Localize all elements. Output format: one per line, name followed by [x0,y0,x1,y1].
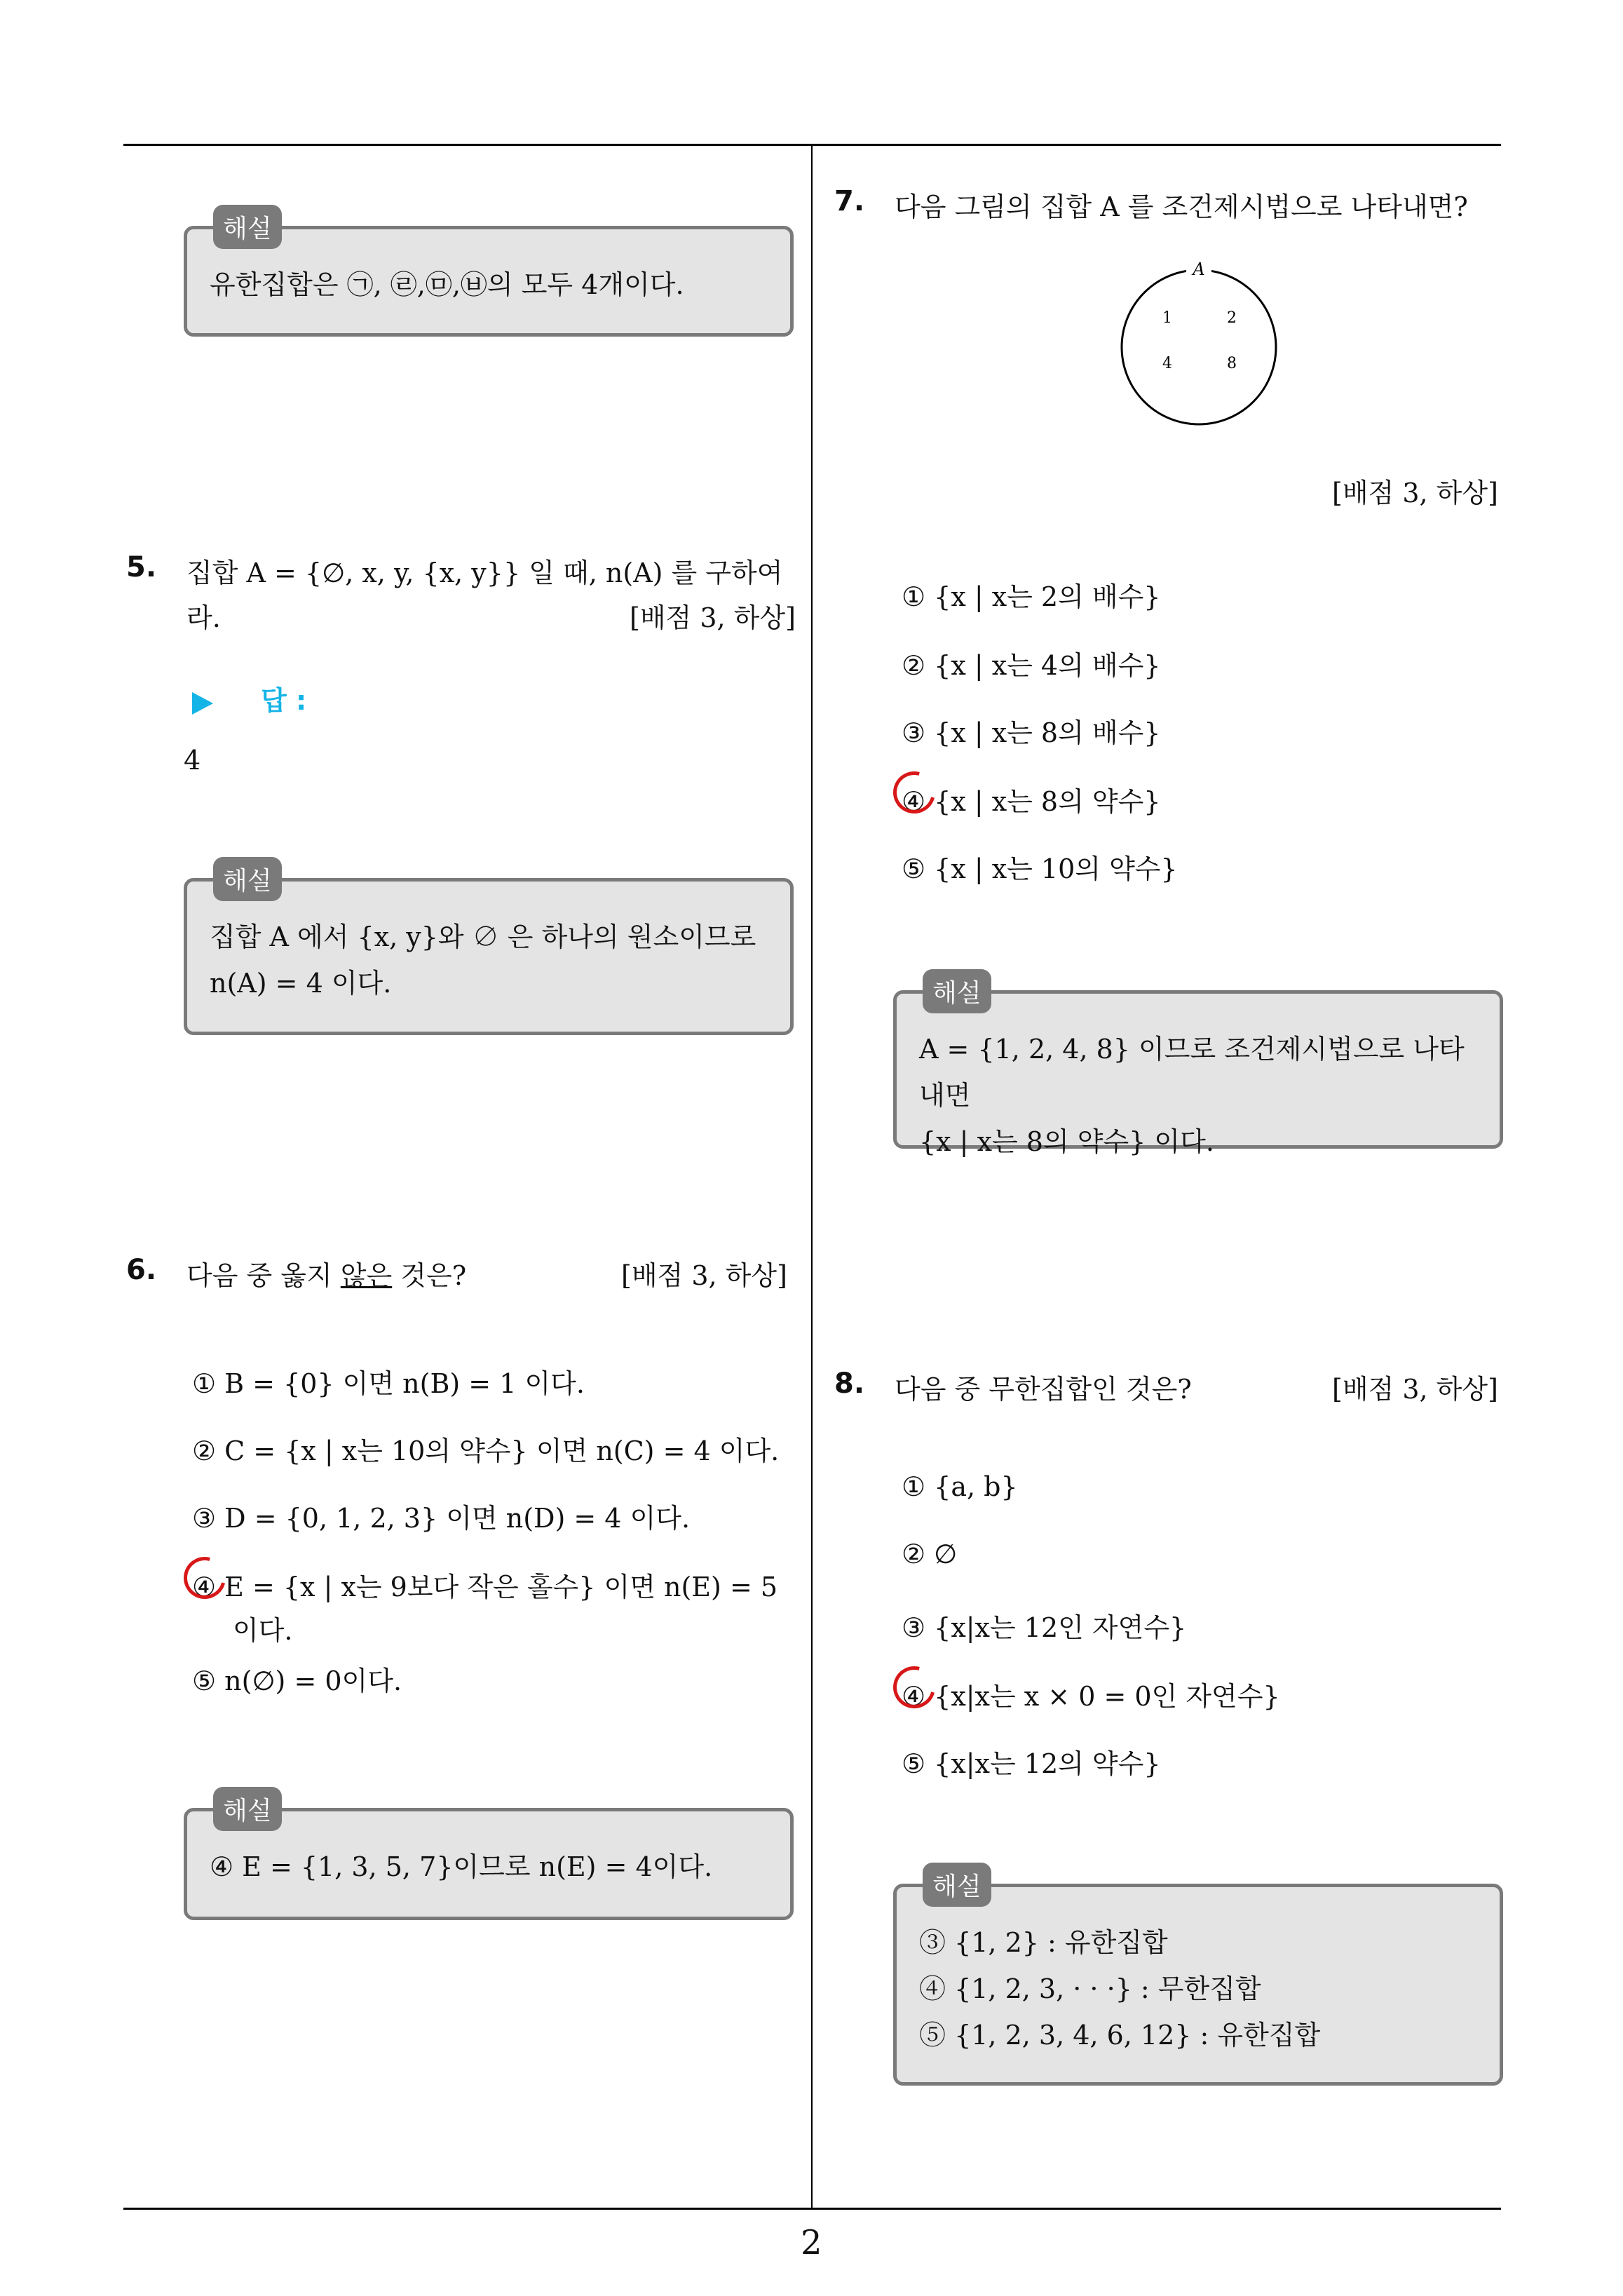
q5-explanation-line2: n(A) = 4 이다. [210,968,392,999]
q8-explanation-line1: ③ {1, 2} : 유한집합 [919,1927,1168,1958]
column-divider [811,144,813,2209]
q4-explanation-text: 유한집합은 ㉠, ㉣,㉤,㉥의 모두 4개이다. [210,269,684,300]
q5-number: 5. [126,551,157,583]
q7-number: 7. [834,185,865,217]
q7-explanation-line1: A = {1, 2, 4, 8} 이므로 조건제시법으로 나타내면 [919,1034,1465,1111]
q8-choice-2[interactable]: ② ∅ [902,1539,958,1569]
q5-explanation-label: 해설 [213,857,282,901]
set-element-1: 1 [1162,309,1172,327]
bottom-rule [123,2208,1501,2210]
play-arrow-icon [192,692,213,715]
q8-choice-3[interactable]: ③ {x|x는 12인 자연수} [902,1612,1187,1643]
q6-number: 6. [126,1254,157,1286]
q8-choice-4[interactable]: ④ {x|x는 x × 0 = 0인 자연수} [902,1681,1280,1712]
q8-choice-1[interactable]: ① {a, b} [902,1471,1018,1502]
q7-choice-3[interactable]: ③ {x | x는 8의 배수} [902,717,1161,748]
q6-text [186,1254,466,1292]
set-label: A [1193,259,1205,279]
q6-choice-4-cont: 이다. [233,1615,293,1646]
q6-choice-3[interactable]: ③ D = {0, 1, 2, 3} 이면 n(D) = 4 이다. [192,1503,691,1534]
q5-answer: 4 [184,745,201,776]
q8-number: 8. [834,1368,865,1400]
q7-choice-2[interactable]: ② {x | x는 4의 배수} [902,650,1161,681]
q7-explanation-box [893,990,1503,1157]
q7-choice-5[interactable]: ⑤ {x | x는 10의 약수} [902,853,1178,884]
q5-answer-label: 답 : [261,685,307,716]
q7-choice-4[interactable]: ④ {x | x는 8의 약수} [902,786,1161,817]
page-number: 2 [801,2223,822,2262]
q6-score: [배점 3, 하상] [621,1260,787,1291]
q5-text-line1: 집합 A = {∅, x, y, {x, y}} 일 때, n(A) 를 구하여 [186,558,783,588]
q5-explanation-line1: 집합 A 에서 {x, y}와 ∅ 은 하나의 원소이므로 [210,921,756,952]
q6-choice-4[interactable]: ④ E = {x | x는 9보다 작은 홀수} 이면 n(E) = 5 [192,1572,778,1602]
q8-score: [배점 3, 하상] [1332,1374,1498,1405]
q6-choice-2[interactable]: ② C = {x | x는 10의 약수} 이면 n(C) = 4 이다. [192,1436,780,1466]
q7-choice-1[interactable]: ① {x | x는 2의 배수} [902,581,1161,612]
set-element-2: 2 [1227,309,1237,327]
set-element-4: 8 [1227,355,1237,372]
q4-explanation-label: 해설 [213,205,282,249]
q8-explanation-line3: ⑤ {1, 2, 3, 4, 6, 12} : 유한집합 [919,2020,1321,2051]
q5-explanation-box [184,878,794,1035]
q7-text: 다음 그림의 집합 A 를 조건제시법으로 나타내면? [895,191,1468,222]
q7-explanation-label: 해설 [923,969,991,1013]
set-circle [1122,270,1276,424]
q6-choice-5[interactable]: ⑤ n(∅) = 0이다. [192,1666,402,1696]
q5-text-line2: 라. [186,602,221,633]
q8-explanation-box [893,1884,1503,2086]
q6-text-pre: 다음 중 옳지 [186,1260,341,1291]
set-diagram [1108,252,1290,435]
q8-choice-5[interactable]: ⑤ {x|x는 12의 약수} [902,1748,1161,1779]
q6-choice-1[interactable]: ① B = {0} 이면 n(B) = 1 이다. [192,1368,585,1399]
set-element-3: 4 [1162,355,1172,372]
q5-answer-row [192,679,306,717]
q6-text-post: 것은? [392,1260,467,1291]
q7-explanation-line2: {x | x는 8의 약수} 이다. [919,1126,1214,1157]
q5-score: [배점 3, 하상] [630,602,796,633]
q6-explanation-label: 해설 [213,1787,282,1831]
q8-explanation-label: 해설 [923,1863,991,1907]
q8-text: 다음 중 무한집합인 것은? [895,1374,1192,1405]
q8-explanation-line2: ④ {1, 2, 3, · · ·} : 무한집합 [919,1973,1261,2004]
q7-score: [배점 3, 하상] [1332,478,1498,508]
q6-text-underlined: 않은 [340,1260,393,1291]
q6-explanation-text: ④ E = {1, 3, 5, 7}이므로 n(E) = 4이다. [210,1851,713,1882]
